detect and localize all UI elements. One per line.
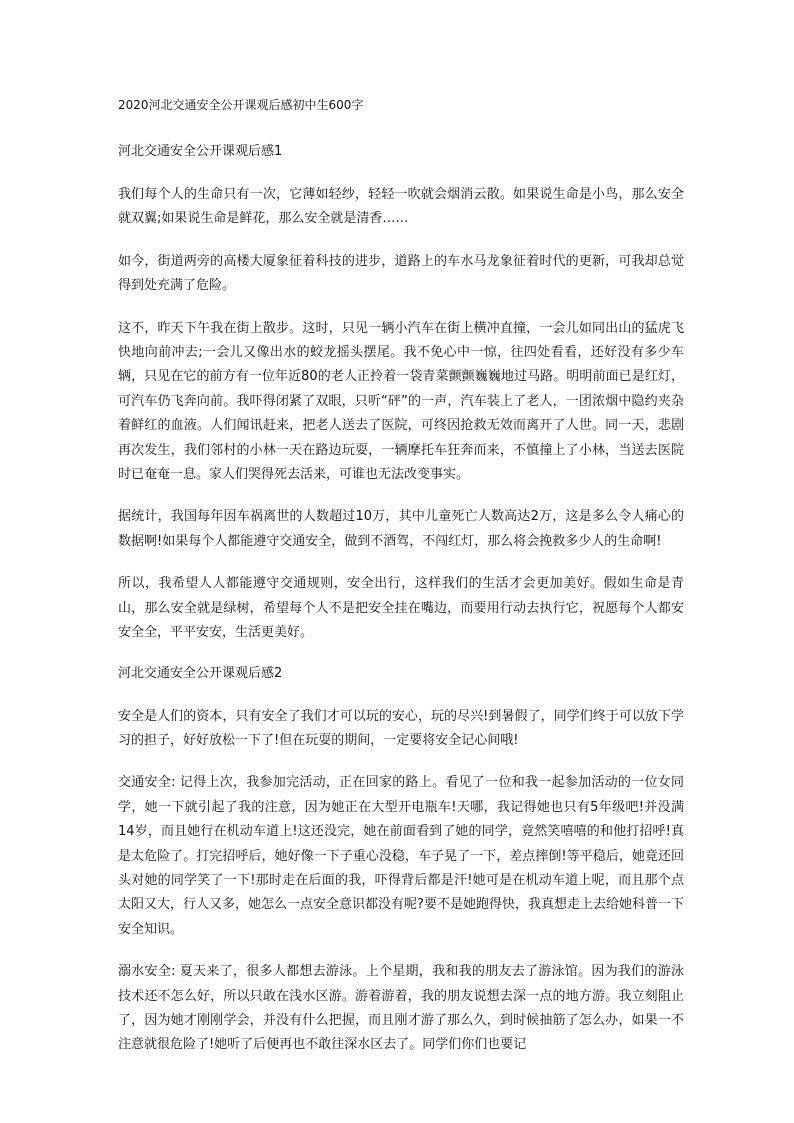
document-page bbox=[118, 96, 684, 1076]
paragraph: 如今，街道两旁的高楼大厦象征着科技的进步，道路上的车水马龙象征着时代的更新，可我却总觉得到处充满了危险。 bbox=[118, 253, 684, 294]
paragraph: 据统计，我国每年因车祸离世的人数超过10万，其中儿童死亡人数高达2万，这是多么令人痛心的数据啊!如果每个人都能遵守交通安全，做到不酒驾，不闯红灯，那么将会挽救多少人的生命啊! bbox=[118, 509, 684, 549]
document-title: 2020河北交通安全公开课观后感初中生600字 bbox=[118, 98, 364, 112]
section-heading: 河北交通安全公开课观后感2 bbox=[118, 665, 283, 681]
paragraph: 溺水安全: 夏天来了，很多人都想去游泳。上个星期，我和我的朋友去了游泳馆。因为我们的游泳技术还不怎么好，所以只敢在浅水区游。游着游着，我的朋友说想去深一点的地方游。我立刻阻止了，因为她才刚刚学会，并没有什么把握，而且刚才游了那么久，到时候抽筋了怎么办，如果一不注意就很危险了!她听了后便再也不敢往深水区去了。同学们你们也要记 bbox=[118, 964, 684, 1053]
paragraph: 我们每个人的生命只有一次，它薄如轻纱，轻轻一吹就会烟消云散。如果说生命是小鸟，那么安全就双翼;如果说生命是鲜花，那么安全就是清香…… bbox=[118, 187, 684, 227]
paragraph: 安全是人们的资本，只有安全了我们才可以玩的安心，玩的尽兴!到暑假了，同学们终于可以放下学习的担子，好好放松一下了!但在玩耍的期间，一定要将安全记心间哦! bbox=[118, 708, 684, 748]
paragraph: 交通安全: 记得上次，我参加完活动，正在回家的路上。看见了一位和我一起参加活动的一位女同学，她一下就引起了我的注意，因为她正在大型开电瓶车!天哪，我记得她也只有5年级吧!并没满14岁，而且她行在机动车道上!这还没完，她在前面看到了她的同学，竟然笑嘻嘻的和他打招呼!真是太危险了。打完招呼后，她好像一下子重心没稳，车子晃了一下，差点摔倒!等平稳后，她竟还回头对她的同学笑了一下!那时走在后面的我，吓得背后都是汗!她可是在机动车道上呢，而且那个点太阳又大，行人又多，她怎么一点安全意识都没有呢?要不是她跑得快，我真想走上去给她科普一下安全知识。 bbox=[118, 775, 684, 937]
paragraph: 这不，昨天下午我在街上散步。这时，只见一辆小汽车在街上横冲直撞，一会儿如同出山的猛虎飞快地向前冲去;一会儿又像出水的蛟龙摇头摆尾。我不免心中一惊，往四处看看，还好没有多少车辆，只见在它的前方有一位年近80的老人正拎着一袋青菜颤颤巍巍地过马路。明明前面已是红灯，可汽车仍飞奔向前。我吓得闭紧了双眼，只听“砰”的一声，汽车装上了老人，一团浓烟中隐约夹杂着鲜红的血液。人们闻讯赶来，把老人送去了医院，可终因抢救无效而离开了人世。同一天，悲剧再次发生，我们邻村的小林一天在路边玩耍，一辆摩托车狂奔而来，不慎撞上了小林，当送去医院时已奄奄一息。家人们哭得死去活来，可谁也无法改变事实。 bbox=[118, 320, 684, 483]
paragraph: 所以，我希望人人都能遵守交通规则，安全出行，这样我们的生活才会更加美好。假如生命是青山，那么安全就是绿树，希望每个人不是把安全挂在嘴边，而要用行动去执行它，祝愿每个人都安安全全，平平安安，生活更美好。 bbox=[118, 576, 684, 641]
section-heading: 河北交通安全公开课观后感1 bbox=[118, 144, 283, 159]
